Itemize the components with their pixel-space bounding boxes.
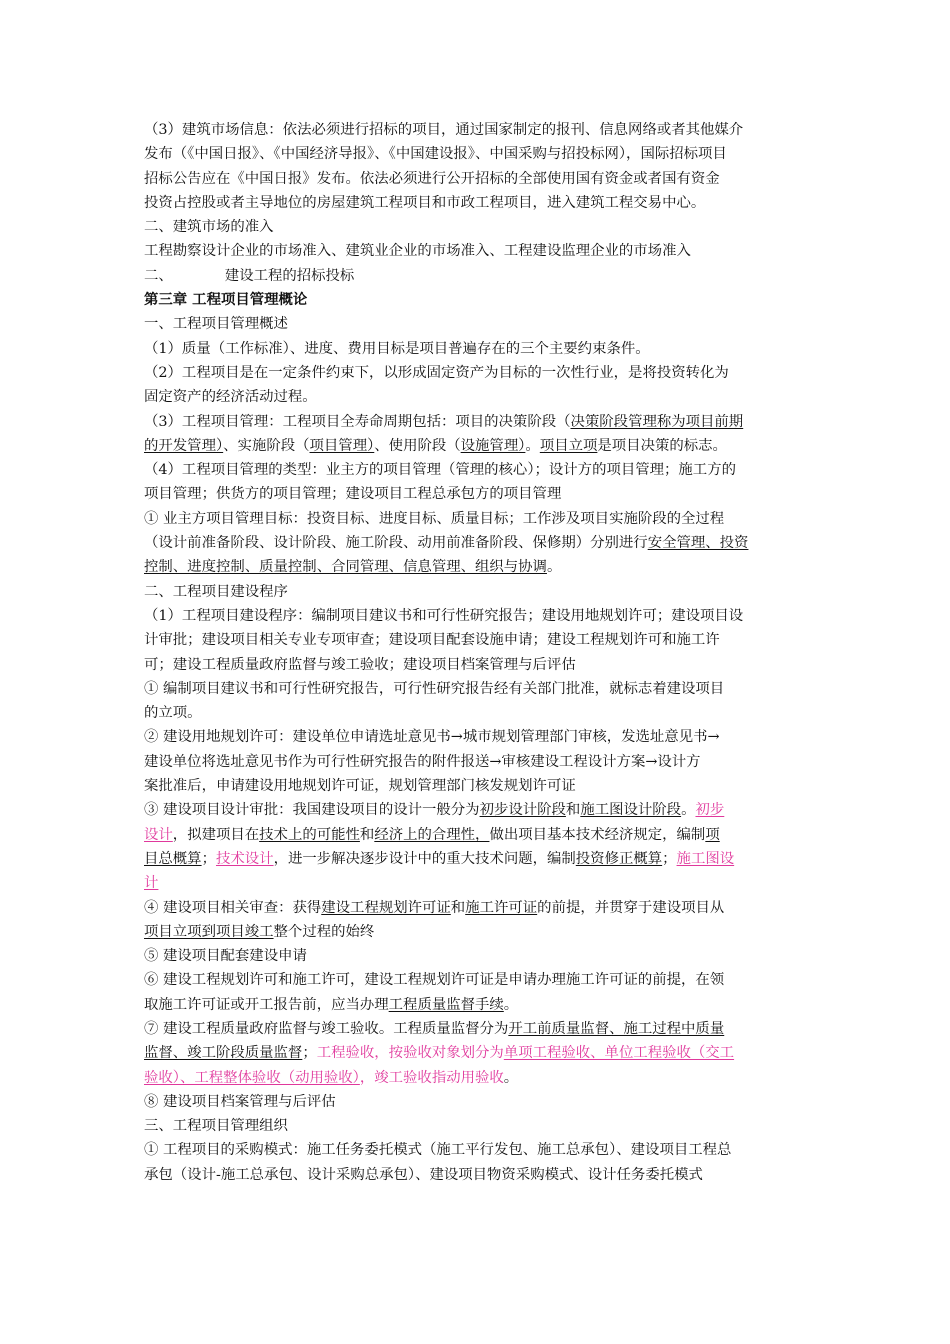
text-segment: 和 xyxy=(565,802,581,819)
text-segment: （4）工程项目管理的类型：业主方的项目管理（管理的核心）；设计方的项目管理；施工方的 xyxy=(144,462,736,479)
text-segment: ⑥ 建设工程规划许可和施工许可，建设工程规划许可证是申请办理施工许可证的前提，在领 xyxy=(144,972,725,989)
text-segment: （2）工程项目是在一定条件约束下，以形成固定资产为目标的一次性行业，是将投资转化为 xyxy=(144,364,729,381)
underlined-text: 控制、进度控制、质量控制、合同管理、信息管理、组织与协调 xyxy=(144,559,547,576)
highlighted-text: 初步 xyxy=(695,802,725,819)
text-line xyxy=(144,191,810,215)
text-line xyxy=(144,142,810,166)
text-line xyxy=(144,774,810,798)
text-segment: 、实施阶段（ xyxy=(223,437,310,454)
text-line xyxy=(144,264,810,288)
underlined-text: 目总概算 xyxy=(144,850,202,867)
highlighted-text: 工程验收，按验收对象划分为 xyxy=(316,1045,504,1062)
text-line xyxy=(144,701,810,725)
underlined-text: 的开发管理） xyxy=(144,437,224,454)
text-segment: 和 xyxy=(359,826,375,843)
text-line xyxy=(144,1066,810,1090)
underlined-text: 安全管理、投资 xyxy=(647,535,749,552)
text-segment: 。 xyxy=(525,437,540,454)
text-segment: 固定资产的经济活动过程。 xyxy=(144,389,317,406)
text-segment: 和 xyxy=(450,899,466,916)
underlined-text: 施工许可证 xyxy=(465,899,538,916)
text-segment: 可；建设工程质量政府监督与竣工验收；建设项目档案管理与后评估 xyxy=(144,656,576,673)
text-line xyxy=(144,628,810,652)
text-line xyxy=(144,555,810,579)
text-line xyxy=(144,920,810,944)
text-line xyxy=(144,118,810,142)
text-segment: 做出项目基本技术经济规定，编制 xyxy=(489,826,706,843)
underlined-text: 施工图设计阶段 xyxy=(580,802,682,819)
text-segment: （1）质量（工作标准）、进度、费用目标是项目普遍存在的三个主要约束条件。 xyxy=(144,340,650,357)
text-line xyxy=(144,167,810,191)
text-line xyxy=(144,410,810,434)
text-segment: 工程勘察设计企业的市场准入、建筑业企业的市场准入、工程建设监理企业的市场准入 xyxy=(144,243,691,260)
text-segment: ，进一步解决逐步设计中的重大技术问题，编制 xyxy=(273,850,576,867)
text-segment: ； xyxy=(201,850,216,867)
text-line xyxy=(144,1163,810,1187)
text-line xyxy=(144,847,810,871)
text-line xyxy=(144,968,810,992)
chapter-heading xyxy=(144,288,810,312)
text-line xyxy=(144,361,810,385)
text-segment: （3）工程项目管理：工程项目全寿命周期包括：项目的决策阶段（ xyxy=(144,413,571,430)
text-line xyxy=(144,215,810,239)
text-line xyxy=(144,312,810,336)
text-line xyxy=(144,944,810,968)
text-line xyxy=(144,604,810,628)
text-line xyxy=(144,434,810,458)
underlined-text: 技术上的可能性 xyxy=(259,826,360,843)
text-line xyxy=(144,871,810,895)
text-line xyxy=(144,1041,810,1065)
underlined-text: 投资修正概算 xyxy=(575,850,663,867)
underlined-text: 决策阶段管理称为项目前期 xyxy=(570,413,744,430)
text-segment: 投资占控股或者主导地位的房屋建筑工程项目和市政工程项目，进入建筑工程交易中心。 xyxy=(144,194,706,211)
text-line xyxy=(144,1114,810,1138)
underlined-text: 建设工程规划许可证 xyxy=(321,899,451,916)
document-page xyxy=(144,118,810,1187)
text-segment: 的立项。 xyxy=(144,705,202,722)
text-line xyxy=(144,798,810,822)
text-segment: 。 xyxy=(681,802,696,819)
text-segment: ⑧ 建设项目档案管理与后评估 xyxy=(144,1093,336,1110)
text-line xyxy=(144,507,810,531)
text-segment: （3）建筑市场信息：依法必须进行招标的项目，通过国家制定的报刊、信息网络或者其他媒介 xyxy=(144,122,744,138)
underlined-text: 项目立项 xyxy=(539,437,598,454)
text-segment: （设计前准备阶段、设计阶段、施工阶段、动用前准备阶段、保修期）分别进行 xyxy=(144,535,648,552)
underlined-text: 项目管理） xyxy=(309,437,375,454)
text-segment: 二、建筑市场的准入 xyxy=(144,219,274,236)
text-line xyxy=(144,580,810,604)
text-line xyxy=(144,385,810,409)
text-line xyxy=(144,1017,810,1041)
highlighted-text: 技术设计 xyxy=(215,850,274,867)
highlighted-text: 验收）、工程整体验收（动用验收） xyxy=(144,1069,360,1086)
text-segment: ③ 建设项目设计审批：我国建设项目的设计一般分为 xyxy=(144,802,480,819)
text-line xyxy=(144,1090,810,1114)
text-line xyxy=(144,725,810,749)
text-segment: ⑦ 建设工程质量政府监督与竣工验收。工程质量监督分为 xyxy=(144,1020,509,1037)
text-segment: ； xyxy=(662,850,677,867)
text-segment: ⑤ 建设项目配套建设申请 xyxy=(144,948,307,965)
text-line xyxy=(144,239,810,263)
text-segment: 建设工程的招标投标 xyxy=(224,267,355,284)
text-segment: 一、工程项目管理概述 xyxy=(144,316,288,333)
text-segment: 。 xyxy=(503,996,519,1013)
text-segment: ① 工程项目的采购模式：施工任务委托模式（施工平行发包、施工总承包）、建设项目工程总 xyxy=(144,1142,732,1159)
text-segment: 二、工程项目建设程序 xyxy=(144,583,288,600)
text-segment: 案批准后，申请建设用地规划许可证，规划管理部门核发规划许可证 xyxy=(144,778,576,795)
text-segment: ④ 建设项目相关审查：获得 xyxy=(144,899,322,916)
text-line xyxy=(144,653,810,677)
text-segment: 。 xyxy=(503,1069,519,1086)
text-segment: 二、 xyxy=(144,267,173,284)
text-segment: 发布（《中国日报》、《中国经济导报》、《中国建设报》、中国采购与招投标网），国际招标项目 xyxy=(144,146,727,163)
underlined-text: 开工前质量监督、施工过程中质量 xyxy=(508,1020,725,1037)
underlined-text: 初步设计阶段 xyxy=(479,802,566,819)
text-segment: （1）工程项目建设程序：编制项目建议书和可行性研究报告；建设用地规划许可；建设项目设 xyxy=(144,607,744,624)
highlighted-text: 单项工程验收、单位工程验收（交工 xyxy=(503,1045,735,1062)
text-segment: 招标公告应在《中国日报》发布。依法必须进行公开招标的全部使用国有资金或者国有资金 xyxy=(144,170,720,187)
text-line xyxy=(144,337,810,361)
text-segment: 三、工程项目管理组织 xyxy=(144,1118,288,1135)
highlighted-text: 计 xyxy=(144,875,159,892)
text-segment: ① 编制项目建议书和可行性研究报告，可行性研究报告经有关部门批准，就标志着建设项目 xyxy=(144,680,725,697)
text-line xyxy=(144,531,810,555)
highlighted-text: ，竣工验收指动用验收 xyxy=(359,1069,504,1086)
text-line xyxy=(144,993,810,1017)
text-segment: 是项目决策的标志。 xyxy=(597,437,727,454)
text-segment: 。 xyxy=(546,559,562,576)
highlighted-text: 设计 xyxy=(144,826,173,843)
underlined-text: 项 xyxy=(705,826,720,843)
text-segment: 、使用阶段（ xyxy=(374,437,461,454)
underlined-text: 工程质量监督手续 xyxy=(388,996,504,1013)
text-line xyxy=(144,482,810,506)
text-segment: 整个过程的始终 xyxy=(273,923,375,940)
text-line xyxy=(144,458,810,482)
text-segment: ② 建设用地规划许可：建设单位申请选址意见书→城市规划管理部门审核，发选址意见书→ xyxy=(144,729,720,746)
text-segment: 的前提，并贯穿于建设项目从 xyxy=(537,899,725,916)
text-segment: 第三章 工程项目管理概论 xyxy=(144,291,308,309)
text-line xyxy=(144,1138,810,1162)
underlined-text: 项目立项到项目竣工 xyxy=(144,923,274,940)
text-line xyxy=(144,750,810,774)
text-segment: 取施工许可证或开工报告前，应当办理 xyxy=(144,996,389,1013)
underlined-text: 设施管理） xyxy=(460,437,526,454)
text-segment: 项目管理；供货方的项目管理；建设项目工程总承包方的项目管理 xyxy=(144,486,562,503)
text-segment: 计审批；建设项目相关专业专项审查；建设项目配套设施申请；建设工程规划许可和施工许 xyxy=(144,632,720,649)
text-segment: ； xyxy=(302,1045,317,1062)
text-segment: ，拟建项目在 xyxy=(172,826,260,843)
underlined-text: 经济上的合理性， xyxy=(374,826,490,843)
text-line xyxy=(144,896,810,920)
underlined-text: 监督、竣工阶段质量监督 xyxy=(144,1045,303,1062)
text-segment: 建设单位将选址意见书作为可行性研究报告的附件报送→审核建设工程设计方案→设计方 xyxy=(144,753,701,770)
text-line xyxy=(144,677,810,701)
text-segment: ① 业主方项目管理目标：投资目标、进度目标、质量目标；工作涉及项目实施阶段的全过程 xyxy=(144,510,725,527)
text-segment: 承包（设计-施工总承包、设计采购总承包）、建设项目物资采购模式、设计任务委托模式 xyxy=(144,1166,703,1183)
text-line xyxy=(144,823,810,847)
highlighted-text: 施工图设 xyxy=(676,850,735,867)
